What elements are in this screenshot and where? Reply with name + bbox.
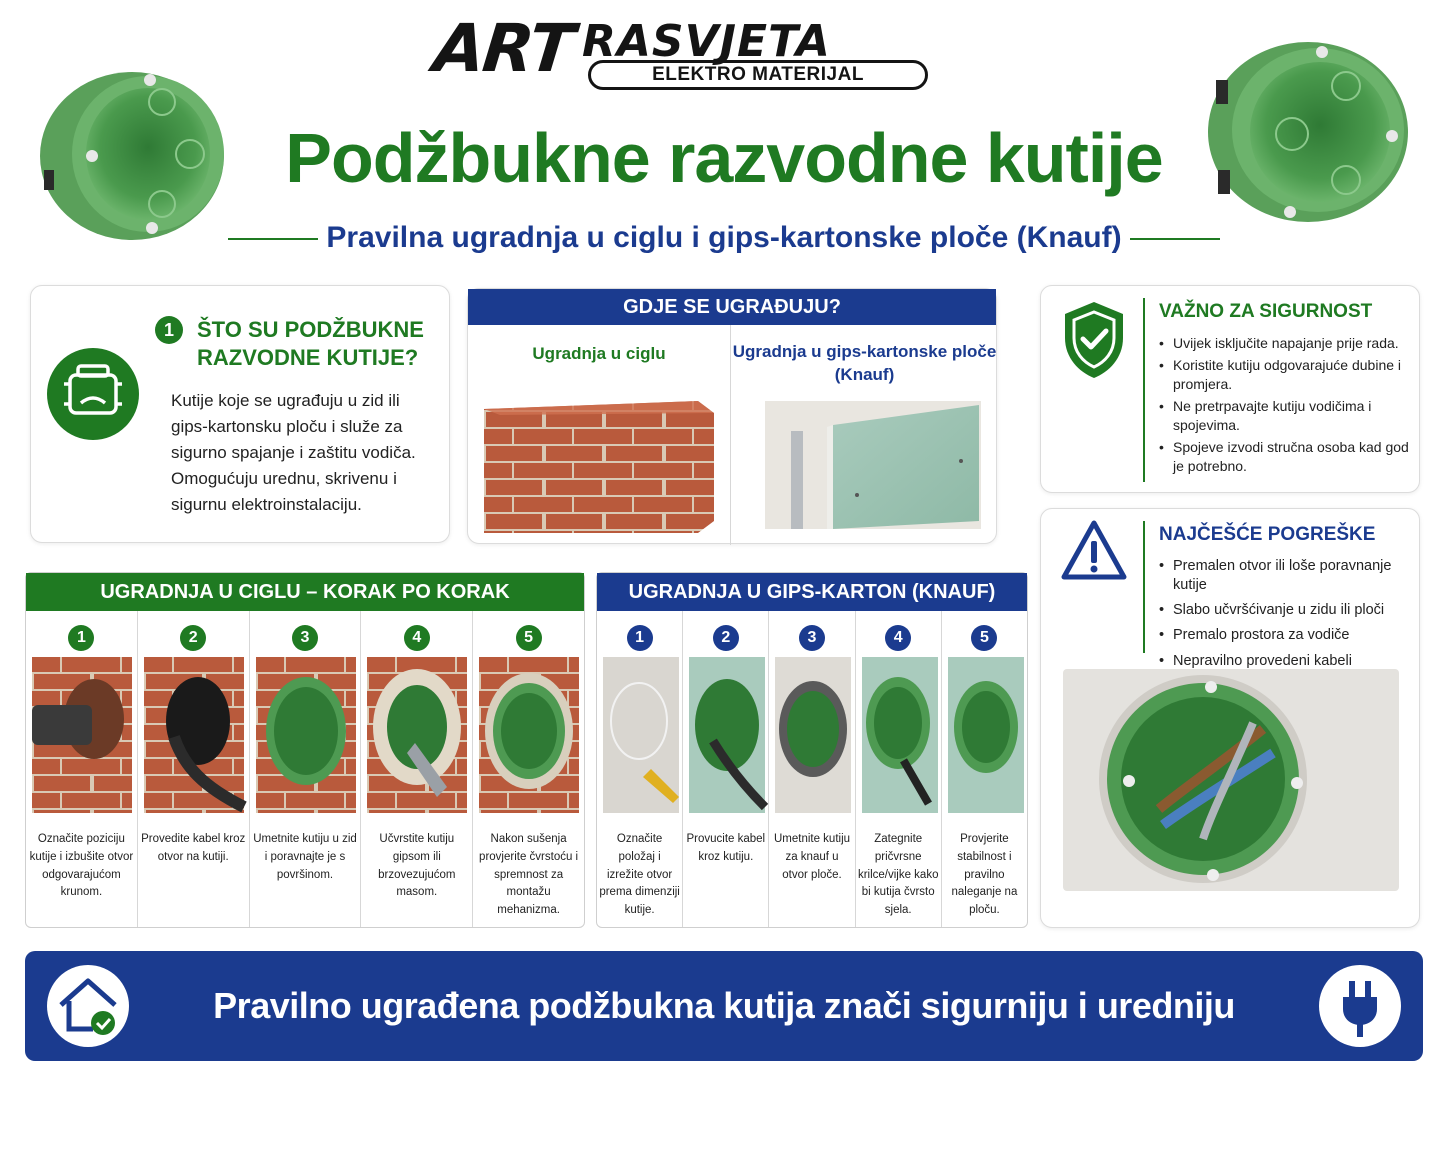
subtitle-right-line [1130,238,1220,240]
safety-item: • Koristite kutiju odgovarajuće dubine i promjera. [1159,356,1411,393]
logo-subtitle: ELEKTRO MATERIJAL [588,60,928,90]
house-check-icon [47,965,129,1047]
drywall-steps-panel [596,572,1028,928]
cable-hole-photo [144,657,244,813]
brick-steps-heading: UGRADNJA U CIGLU – KORAK PO KORAK [26,573,584,611]
logo-rasvjeta-text: RASVJETA [582,16,831,67]
step-caption: Zategnite pričvrsne krilce/vijke kako bi kutija čvrsto sjela. [857,833,939,917]
drywall-step [597,611,683,927]
step-caption: Provucite kabel kroz kutiju. [686,833,766,863]
step-number: 3 [292,625,318,651]
page-title: Podžbukne razvodne kutije [285,119,1163,197]
what-description: Kutije koje se ugrađuju u zid ili gips-kartonsku ploču i služe za sigurno spajanje i zaštitu vodiča. Omogućuju urednu, skrivenu i sigurnu elektroinstalaciju. [171,391,416,514]
card-where-installed [467,288,997,544]
drywall-step [683,611,769,927]
step-number: 3 [799,625,825,651]
mistake-item: • Nepravilno provedeni kabeli [1159,652,1417,671]
brick-step [138,611,250,927]
what-number-badge: 1 [155,316,183,344]
page-subtitle: Pravilna ugradnja u ciglu i gips-kartonske ploče (Knauf) [326,221,1122,254]
logo-art-text: ART [430,10,577,87]
safety-heading: VAŽNO ZA SIGURNOST [1159,301,1373,322]
safety-list [1159,334,1411,479]
step-caption: Označite položaj i izrežite otvor prema dimenziji kutije. [599,833,680,917]
drywall-label: Ugradnja u gips-kartonske ploče (Knauf) [732,342,997,384]
pull-cable-photo [689,657,765,813]
shield-check-icon [1061,300,1127,380]
what-heading [155,316,455,371]
brick-step [361,611,473,927]
mistakes-list [1159,557,1417,677]
box-icon [47,348,139,440]
footer-message: Pravilno ugrađena podžbukna kutija znači sigurniju i uredniju instalaciju. [213,985,1235,1136]
step-number: 5 [516,625,542,651]
step-caption: Provjerite stabilnost i pravilno naleganje na ploču. [951,833,1018,917]
brick-wall-image [484,395,716,535]
safety-item: • Uvijek isključite napajanje prije rada. [1159,334,1411,352]
check-fit-photo [948,657,1024,813]
mistake-item: • Premalo prostora za vodiče [1159,626,1417,645]
mistake-item: • Slabo učvršćivanje u zidu ili ploči [1159,601,1417,620]
card-what-are-boxes [30,285,450,543]
step-caption: Provedite kabel kroz otvor na kutiji. [141,833,246,863]
brick-step [473,611,584,927]
tighten-screws-photo [862,657,938,813]
where-drywall-column [730,325,998,545]
where-heading: GDJE SE UGRAĐUJU? [468,289,996,325]
brick-step [26,611,138,927]
drill-photo [32,657,132,813]
step-number: 4 [885,625,911,651]
mistakes-heading: NAJČEŠĆE POGREŠKE [1159,524,1376,545]
safety-item: • Spojeve izvodi stručna osoba kad god je potrebno. [1159,438,1411,475]
step-number: 2 [180,625,206,651]
drywall-step [769,611,855,927]
footer-banner [25,951,1423,1136]
box-insert-photo [256,657,356,813]
card-safety [1040,285,1420,493]
brick-label: Ugradnja u ciglu [532,344,666,363]
safety-item: • Ne pretrpavajte kutiju vodičima i spojevima. [1159,397,1411,434]
step-caption: Učvrstite kutiju gipsom ili brzovezujućom masom. [378,833,456,899]
step-caption: Umetnite kutiju za knauf u otvor ploče. [773,833,851,881]
drywall-step [942,611,1027,927]
mistakes-divider [1143,521,1145,653]
step-number: 1 [627,625,653,651]
step-number: 5 [971,625,997,651]
finished-box-photo [479,657,579,813]
plaster-photo [367,657,467,813]
mistake-item: • Premalen otvor ili loše poravnanje kutije [1159,557,1417,595]
where-brick-column [468,325,730,545]
brick-step [250,611,362,927]
plug-icon [1319,965,1401,1047]
step-caption: Nakon sušenja provjerite čvrstoću i spremnost za montažu mehanizma. [479,833,579,917]
card-common-mistakes [1040,508,1420,928]
drywall-step [856,611,942,927]
brand-logo [430,10,932,94]
step-number: 2 [713,625,739,651]
brick-steps-panel [25,572,585,928]
step-number: 1 [68,625,94,651]
drywall-image [765,401,981,529]
wired-box-image [1063,669,1399,891]
insert-drywall-box-photo [775,657,851,813]
safety-divider [1143,298,1145,482]
step-caption: Označite poziciju kutije i izbušite otvor odgovarajućom krunom. [29,833,134,899]
step-caption: Umetnite kutiju u zid i poravnajte je s površinom. [253,833,357,881]
drywall-steps-heading: UGRADNJA U GIPS-KARTON (KNAUF) [597,573,1027,611]
mark-hole-photo [603,657,679,813]
what-heading-text: ŠTO SU PODŽBUKNE RAZVODNE KUTIJE? [197,317,424,370]
step-number: 4 [404,625,430,651]
warning-icon [1061,515,1127,595]
